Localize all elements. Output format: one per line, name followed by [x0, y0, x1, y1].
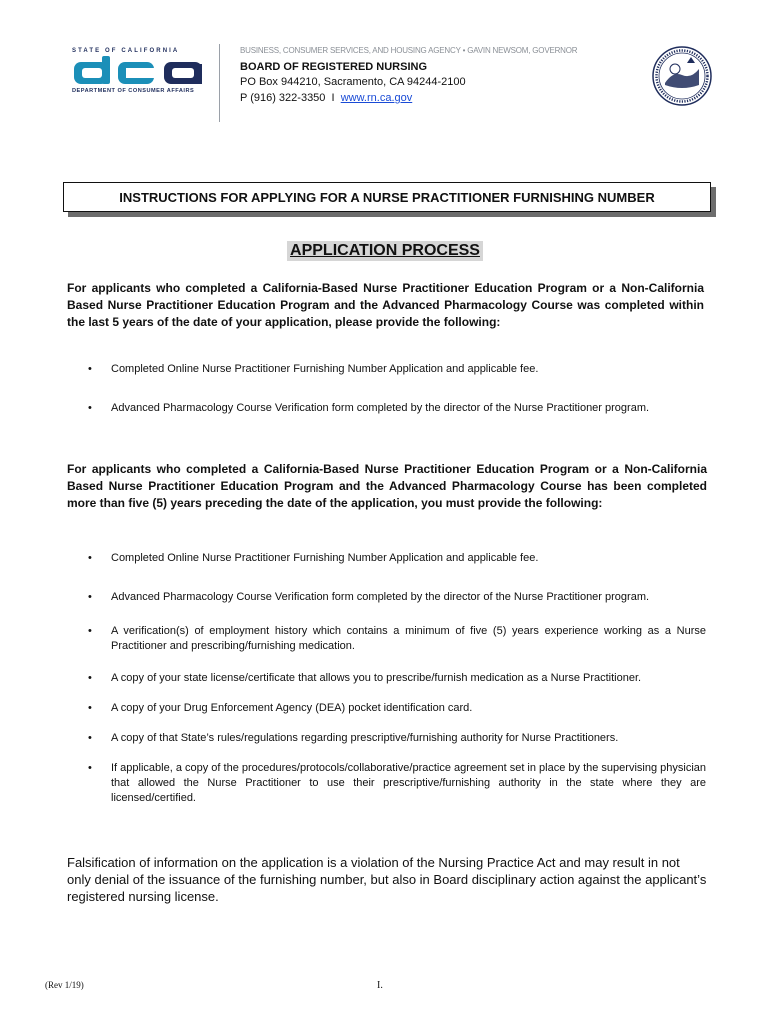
board-address: PO Box 944210, Sacramento, CA 94244-2100 [240, 76, 466, 88]
agency-line: BUSINESS, CONSUMER SERVICES, AND HOUSING AGENCY • GAVIN NEWSOM, GOVERNOR [240, 46, 578, 55]
dca-logo-mark [72, 56, 207, 86]
website-link[interactable]: www.rn.ca.gov [340, 92, 413, 104]
document-title: INSTRUCTIONS FOR APPLYING FOR A NURSE PRACTITIONER FURNISHING NUMBER [63, 182, 711, 212]
bullet-icon: • [88, 672, 92, 684]
section2-requirements-list [66, 551, 706, 830]
bullet-icon: • [88, 702, 92, 714]
list-item: • A copy of your Drug Enforcement Agency (DEA) pocket identification card. [88, 702, 473, 714]
dca-logo [72, 48, 207, 104]
list-item: • Completed Online Nurse Practitioner Furnishing Number Application and applicable fee. [88, 363, 539, 375]
logo-department-text: DEPARTMENT OF CONSUMER AFFAIRS [72, 88, 195, 94]
section2-intro: For applicants who completed a California-Based Nurse Practitioner Education Program or a Non-California Based Nurse Practitioner Education Program and the Advanced Pharmacology Course has been completed more than five (5) years preceding the date of the application, you must provide the following: [67, 462, 707, 510]
logo-state-text: STATE OF CALIFORNIA [72, 48, 180, 54]
board-phone: P (916) 322-3350 I [240, 92, 341, 104]
california-seal-icon [651, 45, 713, 107]
bullet-icon: • [88, 552, 92, 564]
list-item: • Advanced Pharmacology Course Verification form completed by the director of the Nurse Practitioner program. [88, 402, 650, 414]
list-item: • A verification(s) of employment history which contains a minimum of five (5) years experience working as a Nurse Practitioner and prescribing/furnishing medication. [88, 625, 706, 652]
list-item: • Completed Online Nurse Practitioner Furnishing Number Application and applicable fee. [88, 552, 539, 564]
heading-wrapper [0, 241, 770, 261]
list-item: • If applicable, a copy of the procedures/protocols/collaborative/practice agreement set in place by the supervising physician that allowed the Nurse Practitioner to use their prescriptive/furnishing authority in the state where they are licensed/certified. [88, 762, 706, 804]
application-process-heading: APPLICATION PROCESS [287, 241, 483, 261]
list-item: • A copy of your state license/certificate that allows you to prescribe/furnish medication as a Nurse Practitioner. [88, 672, 642, 684]
board-name: BOARD OF REGISTERED NURSING [240, 61, 428, 73]
bullet-icon: • [88, 762, 92, 774]
section1-intro: For applicants who completed a California-Based Nurse Practitioner Education Program or a Non-California Based Nurse Practitioner Education Program and the Advanced Pharmacology Course was completed within the last 5 years of the date of your application, please provide the following: [67, 281, 704, 329]
list-item: • Advanced Pharmacology Course Verification form completed by the director of the Nurse Practitioner program. [88, 591, 650, 603]
bullet-icon: • [88, 402, 92, 414]
page-number: I. [377, 980, 383, 991]
bullet-icon: • [88, 591, 92, 603]
list-item: • A copy of that State’s rules/regulations regarding prescriptive/furnishing authority for Nurse Practitioners. [88, 732, 619, 744]
bullet-icon: • [88, 732, 92, 744]
revision-label: (Rev 1/19) [45, 980, 84, 990]
board-contact [240, 92, 412, 104]
section1-requirements-list [66, 362, 706, 416]
falsification-warning: Falsification of information on the application is a violation of the Nursing Practice Act and may result in not only denial of the issuance of the furnishing number, but also in Board disciplinary action against the applicant’s registered nursing license. [67, 855, 707, 904]
header-divider [219, 44, 220, 122]
bullet-icon: • [88, 625, 92, 637]
bullet-icon: • [88, 363, 92, 375]
